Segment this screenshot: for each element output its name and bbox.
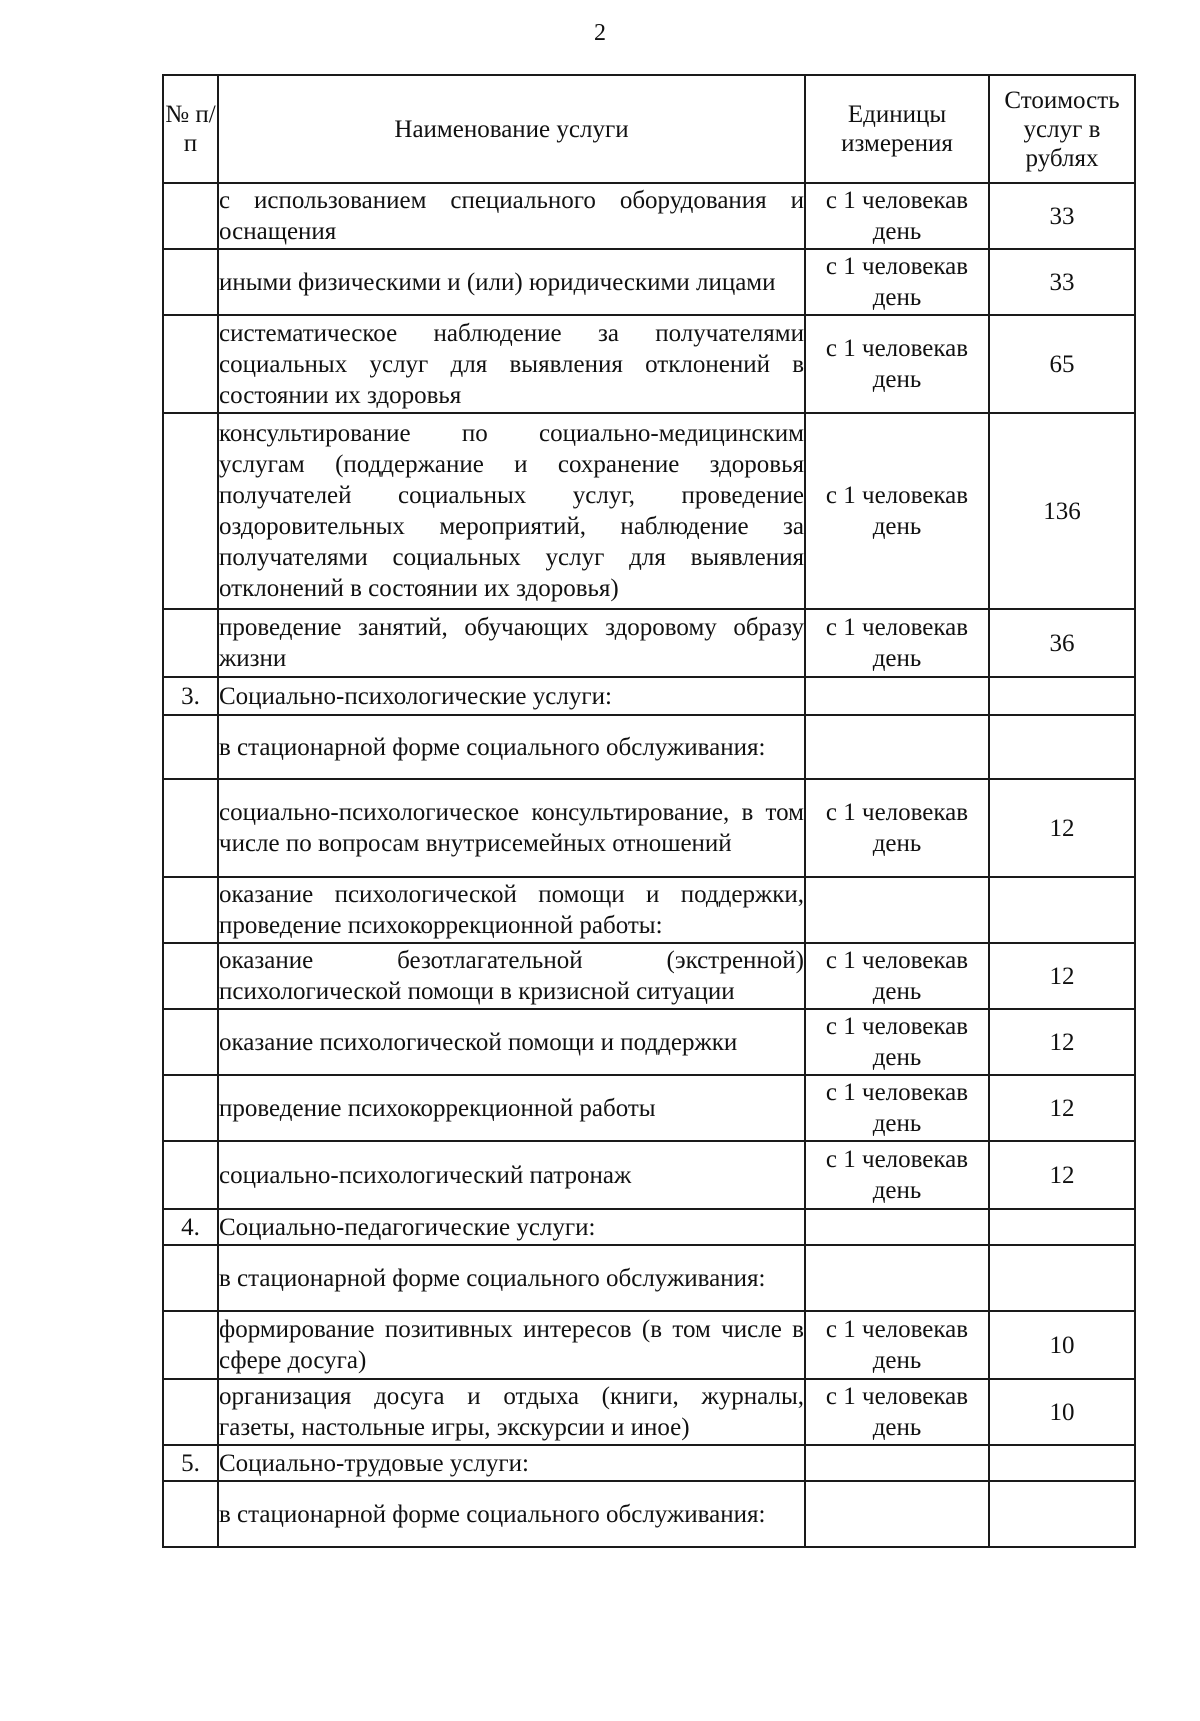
unit-cell [805, 1245, 989, 1311]
unit-line: в день [872, 1079, 969, 1137]
service-name: формирование позитивных интересов (в том числе в сфере досуга) [218, 1311, 805, 1379]
section-title: Социально-педагогические услуги: [218, 1209, 805, 1245]
table-row [163, 877, 1135, 943]
unit-line: в день [872, 335, 969, 393]
table-row [163, 1009, 1135, 1075]
cost-value: 12 [989, 1075, 1135, 1141]
cost-value: 36 [989, 609, 1135, 677]
cost-value: 12 [989, 943, 1135, 1009]
section-title: Социально-трудовые услуги: [218, 1445, 805, 1481]
unit-cell [805, 413, 989, 609]
row-number [163, 1481, 218, 1547]
service-name: в стационарной форме социального обслуживания: [218, 715, 805, 779]
service-name: оказание психологической помощи и поддержки [218, 1009, 805, 1075]
section-row [163, 677, 1135, 715]
unit-cell [805, 183, 989, 249]
unit-cell [805, 1379, 989, 1445]
cost-value: 12 [989, 1009, 1135, 1075]
row-number [163, 609, 218, 677]
table-row [163, 1245, 1135, 1311]
table-row [163, 779, 1135, 877]
unit-cell [805, 315, 989, 413]
services-price-table [162, 74, 1136, 1548]
unit-line: в день [872, 947, 969, 1005]
unit-line: с 1 человека [825, 947, 957, 974]
unit-cell [805, 1009, 989, 1075]
unit-cell [805, 1445, 989, 1481]
unit-line: с 1 человека [825, 614, 957, 641]
unit-cell [805, 677, 989, 715]
cost-value [989, 1209, 1135, 1245]
service-name: систематическое наблюдение за получателями социальных услуг для выявления отклонений в состоянии их здоровья [218, 315, 805, 413]
service-name: проведение занятий, обучающих здоровому образу жизни [218, 609, 805, 677]
row-number [163, 1009, 218, 1075]
unit-line: с 1 человека [825, 1013, 957, 1040]
table-row [163, 943, 1135, 1009]
section-number: 4. [163, 1209, 218, 1245]
cost-value [989, 677, 1135, 715]
cost-value [989, 1445, 1135, 1481]
unit-line: с 1 человека [825, 1383, 957, 1410]
service-name: консультирование по социально-медицинским услугам (поддержание и сохранение здоровья получателей социальных услуг, проведение оздоровительных мероприятий, наблюдение за получателями социальных услуг для выявления отклонений в состоянии их здоровья) [218, 413, 805, 609]
unit-cell [805, 1311, 989, 1379]
unit-cell [805, 943, 989, 1009]
cost-value: 12 [989, 1141, 1135, 1209]
cost-value [989, 1245, 1135, 1311]
header-unit: Единицы измерения [805, 75, 989, 183]
row-number [163, 715, 218, 779]
header-number: № п/п [163, 75, 218, 183]
cost-value: 33 [989, 183, 1135, 249]
table-row [163, 1311, 1135, 1379]
cost-value [989, 715, 1135, 779]
unit-cell [805, 1481, 989, 1547]
unit-cell [805, 779, 989, 877]
row-number [163, 1141, 218, 1209]
row-number [163, 877, 218, 943]
row-number [163, 315, 218, 413]
unit-line: с 1 человека [825, 1146, 957, 1173]
table-row [163, 609, 1135, 677]
row-number [163, 779, 218, 877]
section-row [163, 1209, 1135, 1245]
cost-value: 12 [989, 779, 1135, 877]
row-number [163, 413, 218, 609]
unit-line: в день [872, 1146, 969, 1204]
table-row [163, 1075, 1135, 1141]
unit-line: в день [872, 187, 969, 245]
table-row [163, 183, 1135, 249]
unit-line: с 1 человека [825, 1079, 957, 1106]
page-number: 2 [594, 20, 606, 46]
unit-line: в день [872, 482, 969, 540]
unit-line: с 1 человека [825, 482, 957, 509]
unit-cell [805, 609, 989, 677]
unit-line: с 1 человека [825, 335, 957, 362]
unit-line: в день [872, 1013, 969, 1071]
header-cost: Стоимость услуг в рублях [989, 75, 1135, 183]
service-name: социально-психологический патронаж [218, 1141, 805, 1209]
unit-line: с 1 человека [825, 253, 957, 280]
unit-line: в день [872, 1316, 969, 1374]
unit-cell [805, 1141, 989, 1209]
row-number [163, 1311, 218, 1379]
row-number [163, 1245, 218, 1311]
table-header-row [163, 75, 1135, 183]
service-name: в стационарной форме социального обслуживания: [218, 1245, 805, 1311]
unit-cell [805, 249, 989, 315]
section-row [163, 1445, 1135, 1481]
table-row [163, 715, 1135, 779]
table-row [163, 413, 1135, 609]
unit-line: в день [872, 799, 969, 857]
table-row [163, 249, 1135, 315]
cost-value: 136 [989, 413, 1135, 609]
unit-line: с 1 человека [825, 1316, 957, 1343]
cost-value [989, 1481, 1135, 1547]
row-number [163, 183, 218, 249]
section-number: 3. [163, 677, 218, 715]
unit-line: в день [872, 253, 969, 311]
service-name: социально-психологическое консультирование, в том числе по вопросам внутрисемейных отношений [218, 779, 805, 877]
service-name: оказание безотлагательной (экстренной) психологической помощи в кризисной ситуации [218, 943, 805, 1009]
service-name: проведение психокоррекционной работы [218, 1075, 805, 1141]
unit-line: в день [872, 614, 969, 672]
table-row [163, 315, 1135, 413]
cost-value: 10 [989, 1379, 1135, 1445]
service-name: оказание психологической помощи и поддержки, проведение психокоррекционной работы: [218, 877, 805, 943]
unit-cell [805, 1209, 989, 1245]
cost-value: 33 [989, 249, 1135, 315]
header-service-name: Наименование услуги [218, 75, 805, 183]
row-number [163, 943, 218, 1009]
section-title: Социально-психологические услуги: [218, 677, 805, 715]
table-row [163, 1141, 1135, 1209]
cost-value: 10 [989, 1311, 1135, 1379]
cost-value [989, 877, 1135, 943]
row-number [163, 1075, 218, 1141]
unit-cell [805, 1075, 989, 1141]
unit-line: в день [872, 1383, 969, 1441]
unit-cell [805, 877, 989, 943]
cost-value: 65 [989, 315, 1135, 413]
table-row [163, 1379, 1135, 1445]
unit-cell [805, 715, 989, 779]
service-name: иными физическими и (или) юридическими лицами [218, 249, 805, 315]
row-number [163, 249, 218, 315]
row-number [163, 1379, 218, 1445]
table-row [163, 1481, 1135, 1547]
service-name: в стационарной форме социального обслуживания: [218, 1481, 805, 1547]
unit-line: с 1 человека [825, 187, 957, 214]
unit-line: с 1 человека [825, 799, 957, 826]
section-number: 5. [163, 1445, 218, 1481]
service-name: с использованием специального оборудования и оснащения [218, 183, 805, 249]
service-name: организация досуга и отдыха (книги, журналы, газеты, настольные игры, экскурсии и иное) [218, 1379, 805, 1445]
